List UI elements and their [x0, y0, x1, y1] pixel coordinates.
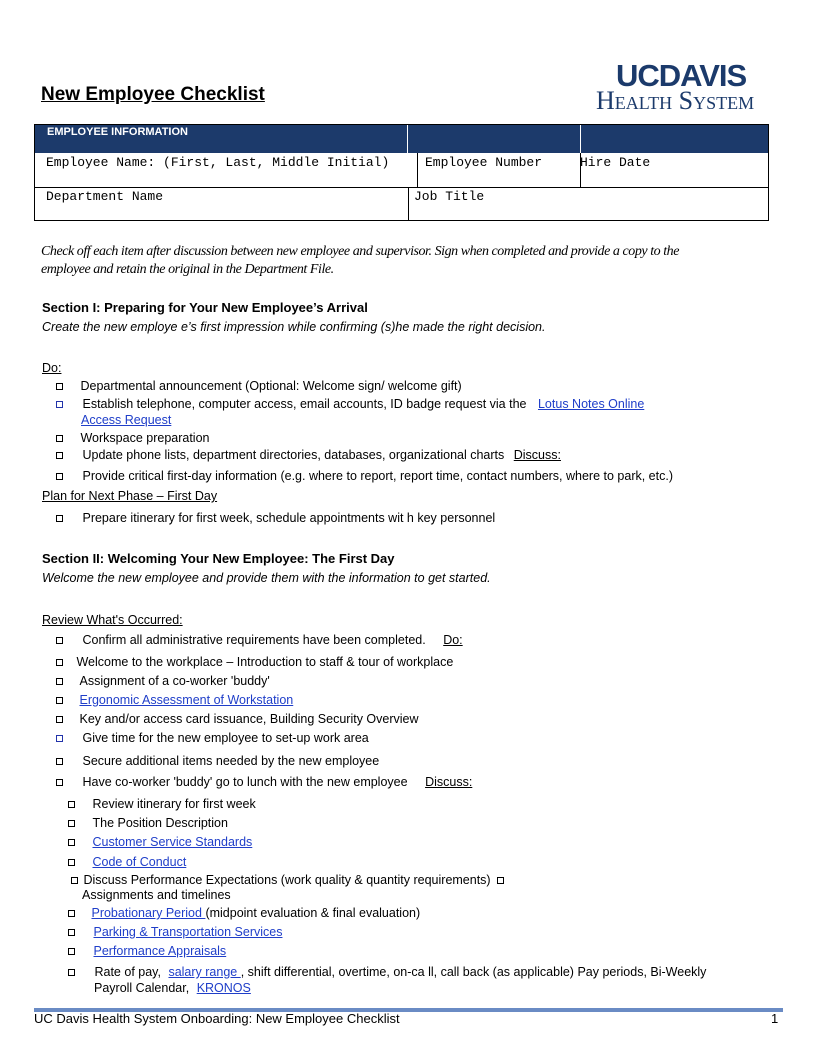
employee-info-table	[34, 124, 769, 221]
checkbox[interactable]	[56, 758, 63, 765]
uc-davis-logo: UCDAVIS	[616, 58, 747, 93]
checkbox[interactable]	[56, 697, 63, 704]
item-label: (midpoint evaluation & final evaluation)	[205, 906, 421, 920]
checklist-item	[56, 469, 673, 483]
salary-range-link[interactable]: salary range	[168, 965, 241, 979]
item-label: Workspace preparation	[80, 431, 210, 445]
divider	[35, 187, 768, 188]
checklist-item	[56, 431, 210, 445]
checkbox[interactable]	[71, 877, 78, 884]
item-label: Rate of pay,	[94, 965, 161, 979]
item-label: Have co-worker 'buddy' go to lunch with the new employee	[82, 775, 408, 789]
checklist-item	[56, 693, 293, 707]
item-label: Departmental announcement (Optional: Welcome sign/ welcome gift)	[80, 379, 462, 393]
divider	[417, 153, 418, 187]
checklist-item	[56, 511, 495, 525]
page-number: 1	[771, 1011, 779, 1026]
item-label-continued: Assignments and timelines	[82, 888, 231, 902]
divider	[408, 187, 409, 220]
checkbox[interactable]	[68, 820, 75, 827]
checkbox[interactable]	[56, 735, 63, 742]
job-title-field[interactable]: Job Title	[414, 189, 485, 204]
do-label: Do:	[42, 361, 62, 375]
probationary-period-link[interactable]: Probationary Period	[91, 906, 206, 920]
checkbox[interactable]	[497, 877, 504, 884]
health-system-logo: Health System	[596, 86, 755, 115]
checklist-item	[68, 816, 228, 830]
item-label-continued	[94, 981, 251, 995]
item-label: Update phone lists, department directories, databases, organizational charts	[82, 448, 505, 462]
checklist-item	[56, 379, 462, 393]
section-2-heading: Section II: Welcoming Your New Employee: The First Day	[42, 551, 395, 566]
checkbox[interactable]	[68, 910, 75, 917]
instructions-line-1: Check off each item after discussion between new employee and supervisor. Sign when completed and provide a copy to the	[41, 244, 679, 259]
review-label: Review What's Occurred:	[42, 613, 183, 627]
item-label: Confirm all administrative requirements have been completed.	[82, 633, 426, 647]
parking-transportation-link[interactable]: Parking & Transportation Services	[93, 925, 283, 939]
performance-appraisals-link[interactable]: Performance Appraisals	[93, 944, 227, 958]
item-label: Secure additional items needed by the new employee	[82, 754, 380, 768]
section-1-subheading: Create the new employe e’s first impression while confirming (s)he made the right decision.	[42, 320, 546, 334]
checkbox[interactable]	[56, 659, 63, 666]
checkbox[interactable]	[68, 929, 75, 936]
hire-date-field[interactable]: Hire Date	[580, 155, 651, 170]
table-header-title: EMPLOYEE INFORMATION	[47, 126, 188, 138]
checkbox[interactable]	[56, 383, 63, 390]
checkbox[interactable]	[56, 435, 63, 442]
item-label: Welcome to the workplace – Introduction to staff & tour of workplace	[76, 655, 454, 669]
item-label: Give time for the new employee to set-up work area	[82, 731, 369, 745]
employee-name-field[interactable]: Employee Name: (First, Last, Middle Initial)	[46, 155, 390, 170]
lotus-notes-link[interactable]: Lotus Notes Online	[537, 397, 645, 411]
checklist-item	[56, 633, 463, 647]
department-name-field[interactable]: Department Name	[46, 189, 164, 204]
page-title: New Employee Checklist	[41, 84, 265, 105]
checkbox[interactable]	[56, 401, 63, 408]
checklist-item	[68, 835, 252, 849]
checklist-item	[68, 855, 186, 869]
checkbox[interactable]	[68, 839, 75, 846]
item-label: The Position Description	[92, 816, 228, 830]
item-label: Key and/or access card issuance, Building Security Overview	[79, 712, 419, 726]
checkbox[interactable]	[68, 969, 75, 976]
checkbox[interactable]	[56, 515, 63, 522]
item-label: Prepare itinerary for first week, schedule appointments wit h key personnel	[82, 511, 496, 525]
checkbox[interactable]	[56, 473, 63, 480]
checkbox[interactable]	[56, 678, 63, 685]
section-1-heading: Section I: Preparing for Your New Employee’s Arrival	[42, 300, 368, 315]
checklist-item	[68, 965, 706, 979]
checklist-item	[56, 655, 453, 669]
checklist-item	[56, 674, 270, 688]
item-label: Establish telephone, computer access, email accounts, ID badge request via the	[82, 397, 527, 411]
item-label: Assignment of a co-worker 'buddy'	[79, 674, 270, 688]
checklist-item	[68, 944, 226, 958]
checklist-item	[56, 397, 644, 411]
section-2-subheading: Welcome the new employee and provide them with the information to get started.	[42, 571, 491, 585]
discuss-label: Discuss:	[513, 448, 561, 462]
checklist-item	[68, 797, 256, 811]
plan-label: Plan for Next Phase – First Day	[42, 489, 218, 503]
checklist-item	[56, 448, 561, 462]
checkbox[interactable]	[68, 948, 75, 955]
checklist-item	[56, 712, 419, 726]
kronos-link[interactable]: KRONOS	[196, 981, 251, 995]
discuss-label: Discuss:	[425, 775, 473, 789]
checklist-item	[68, 925, 282, 939]
customer-service-link[interactable]: Customer Service Standards	[92, 835, 253, 849]
divider	[580, 125, 581, 153]
ergonomic-assessment-link[interactable]: Ergonomic Assessment of Workstation	[79, 693, 294, 707]
checklist-item	[56, 754, 379, 768]
code-of-conduct-link[interactable]: Code of Conduct	[92, 855, 187, 869]
checkbox[interactable]	[68, 859, 75, 866]
item-label: , shift differential, overtime, on-ca ll, call back (as applicable) Pay periods, Bi-Weekly	[240, 965, 707, 979]
checkbox[interactable]	[56, 779, 63, 786]
checkbox[interactable]	[56, 716, 63, 723]
item-label: Payroll Calendar,	[94, 981, 190, 995]
checkbox[interactable]	[68, 801, 75, 808]
checklist-item	[68, 906, 420, 920]
checklist-item	[56, 775, 472, 789]
divider	[407, 125, 408, 153]
checklist-item	[71, 873, 504, 887]
item-label: Discuss Performance Expectations (work quality & quantity requirements)	[83, 873, 491, 887]
access-request-link[interactable]: Access Request	[81, 413, 172, 427]
checkbox[interactable]	[56, 637, 63, 644]
item-label: Review itinerary for first week	[92, 797, 256, 811]
do-label: Do:	[443, 633, 463, 647]
employee-number-field[interactable]: Employee Number	[425, 155, 543, 170]
checklist-item	[56, 731, 369, 745]
instructions-line-2: employee and retain the original in the Department File.	[41, 262, 334, 277]
item-label: Provide critical first-day information (e.g. where to report, report time, contact numbers, where to park, etc.)	[82, 469, 673, 483]
footer-text: UC Davis Health System Onboarding: New Employee Checklist	[34, 1011, 400, 1026]
checkbox[interactable]	[56, 452, 63, 459]
table-header	[35, 125, 768, 153]
